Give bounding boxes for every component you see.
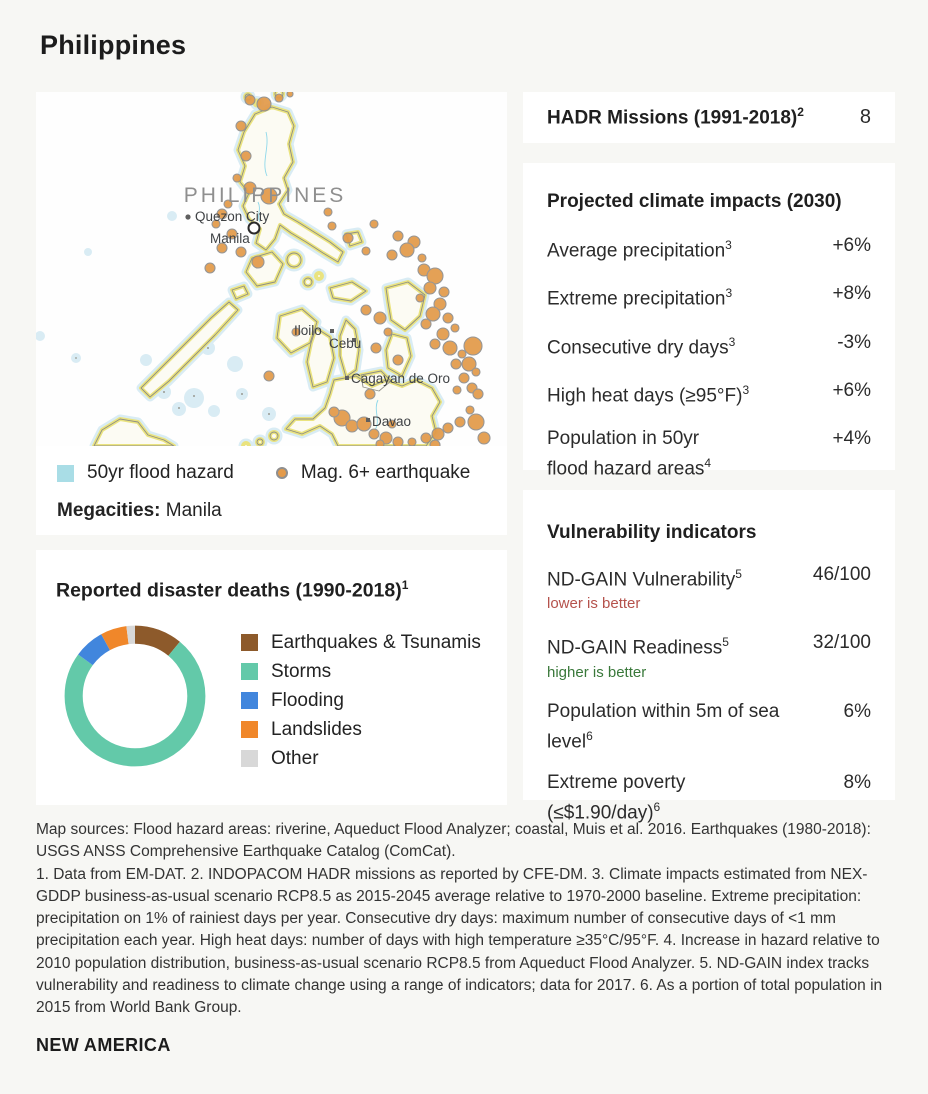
hadr-missions-card <box>523 92 895 143</box>
donut-chart-area <box>36 617 507 777</box>
earthquake-swatch-icon <box>276 467 288 479</box>
city-label-iloilo: Iloilo <box>294 323 322 338</box>
climate-row <box>547 426 871 481</box>
vulnerability-row-label: Extreme poverty (≤$1.90/day)$^6$ <box>547 771 686 824</box>
landslides-swatch-icon <box>241 721 258 738</box>
vulnerability-row <box>547 630 871 682</box>
city-label-cagayan-de-oro: Cagayan de Oro <box>351 371 451 386</box>
city-label-cebu: Cebu <box>329 336 362 351</box>
climate-row <box>547 233 871 263</box>
climate-row-label: Population in 50yr flood hazard areas$^4$ <box>547 428 712 480</box>
row-note: lower is better <box>547 595 641 613</box>
climate-row-value: +8% <box>832 283 871 305</box>
other-swatch-icon <box>241 750 258 767</box>
philippines-map <box>36 92 507 446</box>
climate-row-label: Consecutive dry days$^3$ <box>547 334 736 358</box>
vulnerability-card <box>523 490 895 824</box>
donut-legend-item: Flooding <box>241 690 481 712</box>
footnote-ref: 2 <box>797 105 804 120</box>
climate-row <box>547 330 871 360</box>
new-america-logo: NEW AMERICA <box>36 1035 171 1055</box>
vulnerability-row-value: 6% <box>843 700 871 722</box>
megacities-label: Megacities: <box>57 500 161 521</box>
manila-megacity-marker <box>249 223 260 234</box>
legend-label-earthquake: Mag. 6+ earthquake <box>300 462 471 483</box>
map-legend <box>57 462 507 484</box>
map-card <box>36 92 507 535</box>
donut-legend <box>241 632 481 777</box>
climate-row-label: High heat days (≥95°F)$^3$ <box>547 382 750 407</box>
storms-swatch-icon <box>241 663 258 680</box>
climate-row-value: +6% <box>832 379 871 401</box>
vulnerability-row-value: 32/100 <box>812 632 871 654</box>
vulnerability-row-label: ND-GAIN Vulnerability$^5$ <box>547 567 742 591</box>
city-label-manila: Manila <box>210 231 250 246</box>
page-title: Philippines <box>40 30 187 60</box>
numbered-notes: 1. Data from EM-DAT. 2. INDOPACOM HADR missions as reported by CFE-DM. 3. Climate impacts estimated from NEX-GDDP business-as-usual scenario RCP8.5 as 2015-2045 average relative to 1970-2000 baseline. Extreme precipitation: precipitation on 1% of rainiest days per year. Consecutive dry days: maximum number of consecutive days of <1 mm precipitation each year. High heat days: number of days with high temperature ≥35°C/95°F. 4. Increase in hazard relative to 2010 population distribution, business-as-usual scenario RCP8.5 from Aqueduct Flood Analyzer. 5. ND-GAIN index tracks vulnerability and readiness to climate change using a range of indicators; data for 2017. 6. As a portion of total population in 2015 from World Bank Group. <box>36 865 883 1017</box>
city-label-davao: Davao <box>372 414 412 429</box>
climate-row-value: +6% <box>832 235 871 256</box>
earthquakes-swatch-icon <box>241 634 258 651</box>
legend-item-earthquake <box>276 462 471 484</box>
donut-legend-item: Other <box>241 748 481 770</box>
flood-swatch-icon <box>57 465 74 482</box>
donut-legend-item: Earthquakes & Tsunamis <box>241 632 481 654</box>
legend-label-flood: 50yr flood hazard <box>87 462 234 483</box>
megacities-value: Manila <box>165 500 222 521</box>
disaster-deaths-card <box>36 550 507 805</box>
vulnerability-row <box>547 770 871 825</box>
megacities-line <box>57 500 507 522</box>
donut-legend-item: Landslides <box>241 719 481 741</box>
climate-row-label: Average precipitation$^3$ <box>547 238 732 262</box>
flooding-swatch-icon <box>241 692 258 709</box>
climate-row <box>547 378 871 408</box>
climate-row-value: +4% <box>832 428 871 450</box>
vulnerability-card-title: Vulnerability indicators <box>547 522 757 543</box>
vulnerability-row-label: Population within 5m of sea level$^6$ <box>547 700 780 752</box>
map-sources-note: Map sources: Flood hazard areas: riverine, Aqueduct Flood Analyzer; coastal, Muis et al. 2016. Earthquakes (1980-2018): USGS ANSS Comprehensive Earthquake Catalog (ComCat). <box>36 821 871 861</box>
vulnerability-row-value: 8% <box>843 771 871 793</box>
vulnerability-row <box>547 562 871 614</box>
vulnerability-row-label: ND-GAIN Readiness$^5$ <box>547 635 729 659</box>
climate-impacts-card <box>523 163 895 480</box>
vulnerability-row-value: 46/100 <box>812 564 871 585</box>
climate-card-title: Projected climate impacts (2030) <box>547 191 842 212</box>
city-label-quezon-city: Quezon City <box>195 209 270 224</box>
climate-row-value: -3% <box>837 331 871 353</box>
legend-item-flood <box>57 462 234 484</box>
donut-legend-item: Storms <box>241 661 481 683</box>
vulnerability-row <box>547 699 871 754</box>
donut-card-title: Reported disaster deaths (1990-2018)$^1$ <box>56 578 409 602</box>
climate-row <box>547 281 871 311</box>
hadr-value: 8 <box>859 106 871 128</box>
donut-chart <box>56 617 214 775</box>
footnotes <box>36 819 894 1020</box>
footnote-ref: 1 <box>401 578 409 592</box>
country-label: PHILIPPINES <box>183 184 347 207</box>
climate-row-label: Extreme precipitation$^3$ <box>547 286 733 310</box>
hadr-label: HADR Missions (1991-2018)$^2$ <box>547 105 804 129</box>
row-note: higher is better <box>547 663 647 681</box>
